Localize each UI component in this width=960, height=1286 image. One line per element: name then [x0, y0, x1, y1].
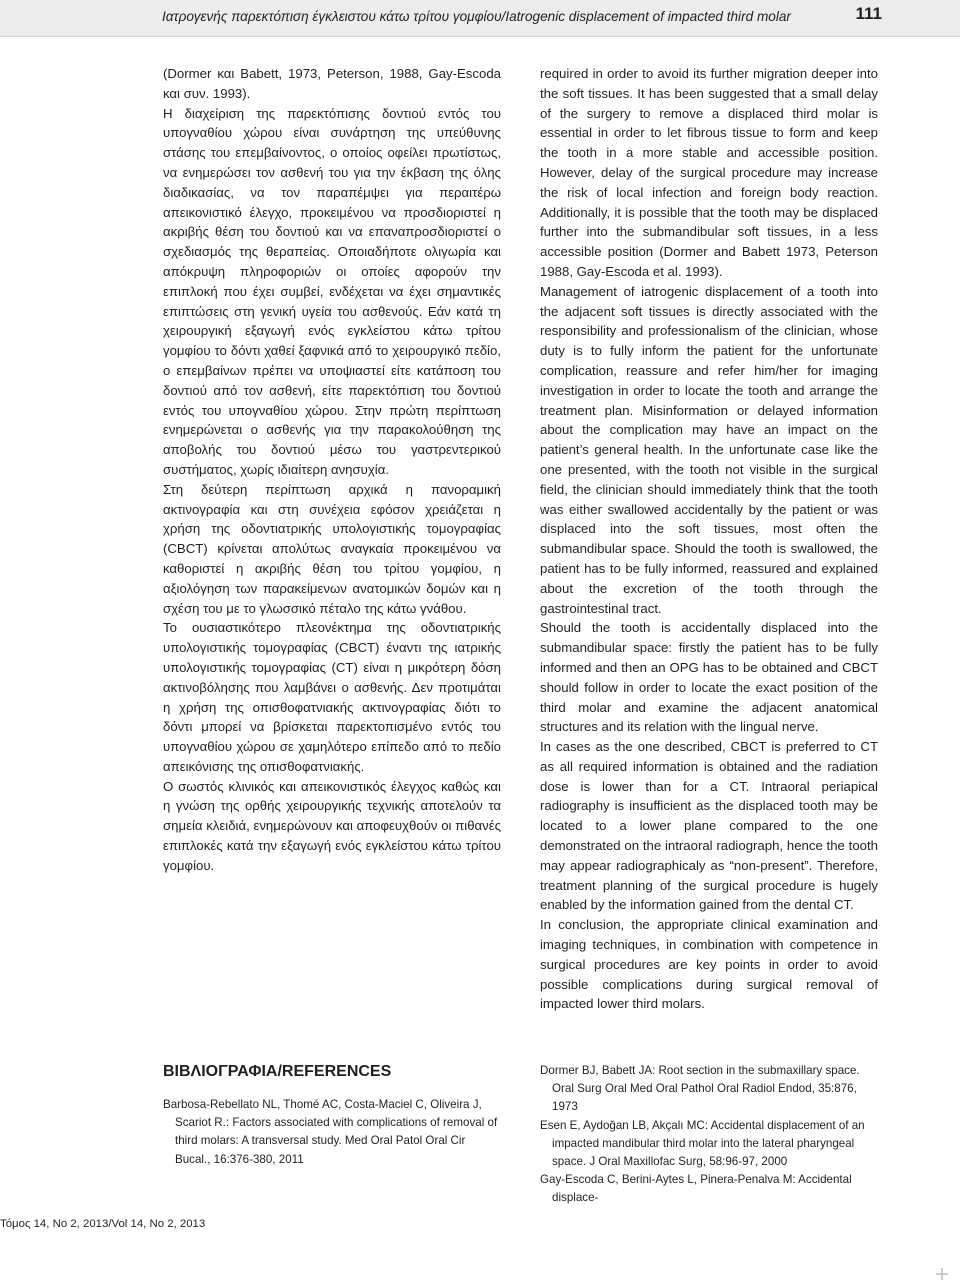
running-title: Ιατρογενής παρεκτόπιση έγκλειστου κάτω τρίτου γομφίου/Iatrogenic displacement of impacted third molar	[162, 9, 791, 24]
corner-crop-mark	[936, 1268, 948, 1280]
reference-entry: Dormer BJ, Babett JA: Root section in the submaxillary space. Oral Surg Oral Med Oral Pathol Oral Radiol Endod, 35:876, 1973	[540, 1064, 860, 1114]
greek-paragraph: (Dormer και Babett, 1973, Peterson, 1988, Gay-Escoda και συν. 1993).	[163, 66, 501, 101]
footer-issue: Τόμος 14, No 2, 2013/Vol 14, No 2, 2013	[0, 1218, 206, 1230]
english-paragraph: Management of iatrogenic displacement of a tooth into the adjacent soft tissues is directly associated with the responsibility and professionalism of the clinician, whose duty is to fully inform the patient for the unfortunate complication, reassure and refer him/her for imaging investigation in order to locate the tooth and arrange the treatment plan. Misinformation or delayed information about the complication may have an impact on the patient’s general health. In the unfortunate case like the one presented, with the tooth not visible in the surgical field, the clinician should immediately think that the tooth was either swallowed accidentally by the patient or was displaced into the soft tissues, most often the submandibular space. Should the tooth is swallowed, the patient has to be fully informed, reassured and explained about the excretion of the tooth through the gastrointestinal tract.	[540, 283, 878, 616]
references-list-right	[540, 1062, 880, 1208]
references-heading: ΒΙΒΛΙΟΓΡΑΦΙΑ/REFERENCES	[163, 1063, 392, 1080]
greek-paragraph: Το ουσιαστικότερο πλεονέκτημα της οδοντιατρικής υπολογιστικής τομογραφίας (CBCT) έναντι της ιατρικής υπολογιστικής τομογραφίας (CT) είναι η μικρότερη δόση ακτινοβόλησης που λαμβάνει ο ασθενής. Δεν προτιμάται η χρήση της οπισθοφατνιακής ακτινογραφίας διότι το δόντι μπορεί να βρίσκεται παρεκτοπισμένο εντός του υπογναθίου χώρου σε χαμηλότερο επίπεδο από το πεδίο απεικόνισης της οπισθοφατνιακής.	[163, 620, 501, 774]
english-paragraph: In conclusion, the appropriate clinical examination and imaging techniques, in combination with competence in surgical procedures are key points in order to avoid possible complications during surgical removal of impacted lower third molars.	[540, 917, 878, 1012]
running-header	[0, 0, 960, 37]
greek-paragraph: Η διαχείριση της παρεκτόπισης δοντιού εντός του υπογναθίου χώρου είναι συνάρτηση της υπεύθυνης στάσης του επεμβαίνοντος, ο οποίος οφείλει πρωτίστως, να ενημερώσει τον ασθενή του για την έκβαση της όλης διαδικασίας, να τον παραπέμψει για περαιτέρω απεικονιστικό έλεγχο, προκειμένου να προσδιοριστεί η ακριβής θέση του δοντιού και να επαναπροσδιοριστεί ο σχεδιασμός της θεραπείας. Οποιαδήποτε ολιγωρία και απόκρυψη πληροφοριών οι οποίες αφορούν την επιπλοκή που έχει συμβεί, ενδέχεται να έχει σημαντικές επιπτώσεις στη γενική υγεία του ασθενούς. Εάν κατά τη χειρουργική εξαγωγή ενός εγκλείστου κάτω τρίτου γομφίου το δόντι χαθεί ξαφνικά από το χειρουργικό πεδίο, ο επεμβαίνων πρέπει να υποψιαστεί είτε κατάποση του δοντιού από τον ασθενή, είτε παρεκτόπιση του δοντιού εντός του υπογναθίου χώρου. Στην πρώτη περίπτωση ενημερώνεται ο ασθενής για την παρακολούθηση της αποβολής του δοντιού μέσω του γαστρεντερικού συστήματος, χωρίς ιδιαίτερη ανησυχία.	[163, 105, 501, 477]
english-text-column	[540, 64, 878, 1014]
english-paragraph: required in order to avoid its further migration deeper into the soft tissues. It has been suggested that a small delay of the surgery to remove a displaced third molar is essential in order to let fibrous tissue to form and keep the tooth in a more stable and accessible position. However, delay of the surgical procedure may increase the risk of local infection and foreign body reaction. Additionally, it is possible that the tooth may be displaced further into the submandibular soft tissues, in a less accessible position (Dormer and Babett 1973, Peterson 1988, Gay-Escoda et al. 1993).	[540, 66, 878, 279]
references-list-left	[163, 1096, 503, 1169]
greek-text-column	[163, 64, 501, 876]
page-number: 111	[855, 4, 882, 23]
english-paragraph: In cases as the one described, CBCT is preferred to CT as all required information is obtained and the radiation dose is lower than for a CT. Intraoral periapical radiography is insufficient as the displaced tooth may be located to a lower plane compared to the one demonstrated on the intraoral radiograph, hence the tooth may appear radiographicaly as “non-present”. Therefore, treatment planning of the surgical procedure is hugely enabled by the information gained from the dental CT.	[540, 739, 878, 913]
english-paragraph: Should the tooth is accidentally displaced into the submandibular space: firstly the patient has to be fully informed and then an OPG has to be obtained and CBCT should follow in order to locate the exact position of the third molar and examine the adjacent anatomical structures and its relation with the lingual nerve.	[540, 620, 878, 735]
reference-entry: Barbosa-Rebellato NL, Thomé AC, Costa-Maciel C, Oliveira J, Scariot R.: Factors associated with complications of removal of third molars: A transversal study. Med Oral Patol Oral Cir Bucal., 16:376-380, 2011	[163, 1098, 498, 1166]
reference-entry: Esen E, Aydoğan LB, Akçalı MC: Accidental displacement of an impacted mandibular third molar into the lateral pharyngeal space. J Oral Maxillofac Surg, 58:96-97, 2000	[540, 1118, 865, 1169]
greek-paragraph: Στη δεύτερη περίπτωση αρχικά η πανοραμική ακτινογραφία και στη συνέχεια εφόσον χρειάζεται η χρήση της οδοντιατρικής υπολογιστικής τομογραφίας (CBCT) κρίνεται απολύτως αναγκαία προκειμένου να καθοριστεί η ακριβής θέση του τρίτου γομφίου, η αξιολόγηση των παρακείμενων ανατομικών δομών και η σχέση του με το γλωσσικό πέταλο της κάτω γνάθου.	[163, 481, 501, 616]
reference-entry: Gay-Escoda C, Berini-Aytes L, Pinera-Penalva M: Accidental displace-	[540, 1173, 852, 1205]
greek-paragraph: Ο σωστός κλινικός και απεικονιστικός έλεγχος καθώς και η γνώση της ορθής χειρουργικής τεχνικής αποτελούν τα σημεία κλειδιά, ενημερώνουν και αποφευχθούν οι πιθανές επιπλοκές κατά την εξαγωγή ενός εγκλείστου κάτω τρίτου γομφίου.	[163, 778, 501, 873]
